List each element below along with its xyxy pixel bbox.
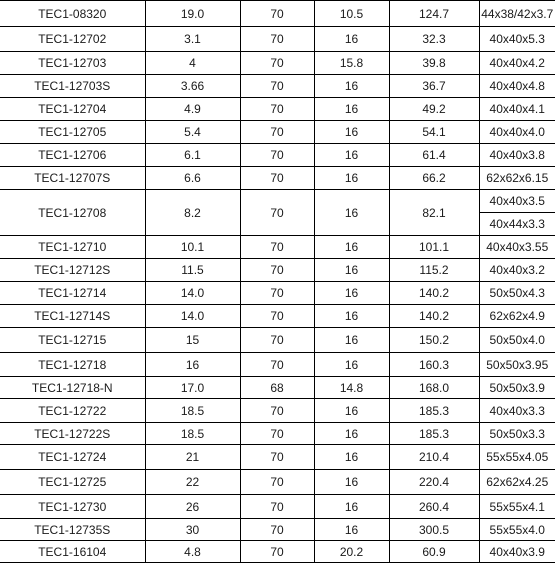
- voltage-cell: 16: [314, 495, 389, 519]
- current-cell: 22: [145, 470, 240, 495]
- temp-diff-cell: 70: [240, 52, 314, 75]
- table-row: [0, 399, 555, 423]
- current-cell: 16: [145, 353, 240, 377]
- current-cell: 4: [145, 52, 240, 75]
- voltage-cell: 16: [314, 236, 389, 259]
- power-cell: 101.1: [389, 236, 479, 259]
- size-cell: 40x40x4.2: [479, 52, 555, 75]
- model-cell: TEC1-12735S: [0, 519, 145, 541]
- size-cell: 62x62x4.9: [479, 305, 555, 328]
- power-cell: 210.4: [389, 445, 479, 470]
- temp-diff-cell: 70: [240, 98, 314, 121]
- model-cell: TEC1-12710: [0, 236, 145, 259]
- size-cell: 40x40x3.8: [479, 144, 555, 167]
- temp-diff-cell: 70: [240, 328, 314, 353]
- size-cell: 50x50x3.3: [479, 423, 555, 445]
- size-cell: 40x40x5.3: [479, 27, 555, 52]
- voltage-cell: 10.5: [314, 1, 389, 27]
- size-cell: 50x50x4.0: [479, 328, 555, 353]
- size-cell: 40x40x3.2: [479, 259, 555, 282]
- model-cell: TEC1-12712S: [0, 259, 145, 282]
- temp-diff-cell: 70: [240, 236, 314, 259]
- power-cell: 140.2: [389, 282, 479, 305]
- voltage-cell: 16: [314, 282, 389, 305]
- model-cell: TEC1-12714S: [0, 305, 145, 328]
- temp-diff-cell: 70: [240, 27, 314, 52]
- current-cell: 14.0: [145, 282, 240, 305]
- table-row: [0, 236, 555, 259]
- voltage-cell: 16: [314, 399, 389, 423]
- voltage-cell: 16: [314, 98, 389, 121]
- temp-diff-cell: 70: [240, 144, 314, 167]
- power-cell: 185.3: [389, 399, 479, 423]
- size-cell: 40x40x4.8: [479, 75, 555, 98]
- voltage-cell: 16: [314, 259, 389, 282]
- voltage-cell: 16: [314, 167, 389, 190]
- power-cell: 61.4: [389, 144, 479, 167]
- voltage-cell: 16: [314, 144, 389, 167]
- power-cell: 54.1: [389, 121, 479, 144]
- size-cell: 50x50x3.95: [479, 353, 555, 377]
- voltage-cell: 16: [314, 423, 389, 445]
- current-cell: 11.5: [145, 259, 240, 282]
- model-cell: TEC1-12718-N: [0, 377, 145, 399]
- model-cell: TEC1-12707S: [0, 167, 145, 190]
- power-cell: 82.1: [389, 190, 479, 236]
- table-row: [0, 495, 555, 519]
- table-row: [0, 52, 555, 75]
- size-cell: 50x50x4.3: [479, 282, 555, 305]
- current-cell: 4.8: [145, 541, 240, 563]
- model-cell: TEC1-12708: [0, 190, 145, 236]
- power-cell: 220.4: [389, 470, 479, 495]
- current-cell: 18.5: [145, 423, 240, 445]
- table-row: [0, 167, 555, 190]
- size-cell: 40x40x3.55: [479, 236, 555, 259]
- size-cell: 40x44x3.3: [479, 213, 555, 236]
- model-cell: TEC1-08320: [0, 1, 145, 27]
- power-cell: 140.2: [389, 305, 479, 328]
- current-cell: 6.6: [145, 167, 240, 190]
- power-cell: 150.2: [389, 328, 479, 353]
- model-cell: TEC1-12722S: [0, 423, 145, 445]
- power-cell: 36.7: [389, 75, 479, 98]
- size-cell: 62x62x4.25: [479, 470, 555, 495]
- table-row: [0, 282, 555, 305]
- table-row: [0, 305, 555, 328]
- voltage-cell: 20.2: [314, 541, 389, 563]
- table-row: [0, 423, 555, 445]
- voltage-cell: 16: [314, 353, 389, 377]
- power-cell: 160.3: [389, 353, 479, 377]
- model-cell: TEC1-12730: [0, 495, 145, 519]
- model-cell: TEC1-12724: [0, 445, 145, 470]
- table-row: [0, 353, 555, 377]
- size-cell: 40x40x3.5: [479, 190, 555, 213]
- temp-diff-cell: 70: [240, 470, 314, 495]
- temp-diff-cell: 70: [240, 121, 314, 144]
- table-row: [0, 377, 555, 399]
- table-row: [0, 519, 555, 541]
- temp-diff-cell: 70: [240, 259, 314, 282]
- voltage-cell: 16: [314, 75, 389, 98]
- model-cell: TEC1-12704: [0, 98, 145, 121]
- table-body: [0, 1, 555, 563]
- voltage-cell: 16: [314, 470, 389, 495]
- current-cell: 4.9: [145, 98, 240, 121]
- temp-diff-cell: 70: [240, 423, 314, 445]
- size-cell: 40x40x3.3: [479, 399, 555, 423]
- power-cell: 260.4: [389, 495, 479, 519]
- table-row: [0, 190, 555, 213]
- voltage-cell: 16: [314, 328, 389, 353]
- current-cell: 8.2: [145, 190, 240, 236]
- power-cell: 60.9: [389, 541, 479, 563]
- current-cell: 30: [145, 519, 240, 541]
- power-cell: 39.8: [389, 52, 479, 75]
- temp-diff-cell: 70: [240, 190, 314, 236]
- table-row: [0, 259, 555, 282]
- voltage-cell: 16: [314, 27, 389, 52]
- temp-diff-cell: 70: [240, 541, 314, 563]
- size-cell: 62x62x6.15: [479, 167, 555, 190]
- current-cell: 5.4: [145, 121, 240, 144]
- temp-diff-cell: 70: [240, 282, 314, 305]
- table-row: [0, 121, 555, 144]
- voltage-cell: 16: [314, 519, 389, 541]
- model-cell: TEC1-12705: [0, 121, 145, 144]
- voltage-cell: 16: [314, 445, 389, 470]
- temp-diff-cell: 70: [240, 353, 314, 377]
- current-cell: 6.1: [145, 144, 240, 167]
- temp-diff-cell: 70: [240, 167, 314, 190]
- size-cell: 40x40x4.1: [479, 98, 555, 121]
- voltage-cell: 16: [314, 190, 389, 236]
- current-cell: 17.0: [145, 377, 240, 399]
- temp-diff-cell: 70: [240, 305, 314, 328]
- temp-diff-cell: 70: [240, 399, 314, 423]
- size-cell: 40x40x3.9: [479, 541, 555, 563]
- voltage-cell: 16: [314, 305, 389, 328]
- current-cell: 3.66: [145, 75, 240, 98]
- table-row: [0, 27, 555, 52]
- power-cell: 300.5: [389, 519, 479, 541]
- model-cell: TEC1-12703S: [0, 75, 145, 98]
- power-cell: 185.3: [389, 423, 479, 445]
- model-cell: TEC1-12703: [0, 52, 145, 75]
- current-cell: 21: [145, 445, 240, 470]
- current-cell: 15: [145, 328, 240, 353]
- size-cell: 55x55x4.0: [479, 519, 555, 541]
- model-cell: TEC1-16104: [0, 541, 145, 563]
- model-cell: TEC1-12714: [0, 282, 145, 305]
- power-cell: 124.7: [389, 1, 479, 27]
- current-cell: 18.5: [145, 399, 240, 423]
- power-cell: 168.0: [389, 377, 479, 399]
- temp-diff-cell: 70: [240, 445, 314, 470]
- current-cell: 10.1: [145, 236, 240, 259]
- table-row: [0, 144, 555, 167]
- temp-diff-cell: 70: [240, 75, 314, 98]
- temp-diff-cell: 70: [240, 519, 314, 541]
- voltage-cell: 14.8: [314, 377, 389, 399]
- temp-diff-cell: 70: [240, 495, 314, 519]
- model-cell: TEC1-12718: [0, 353, 145, 377]
- size-cell: 44x38/42x3.7: [479, 1, 555, 27]
- power-cell: 115.2: [389, 259, 479, 282]
- table-row: [0, 328, 555, 353]
- size-cell: 50x50x3.9: [479, 377, 555, 399]
- temp-diff-cell: 70: [240, 1, 314, 27]
- size-cell: 55x55x4.05: [479, 445, 555, 470]
- power-cell: 32.3: [389, 27, 479, 52]
- table-row: [0, 470, 555, 495]
- model-cell: TEC1-12715: [0, 328, 145, 353]
- current-cell: 19.0: [145, 1, 240, 27]
- voltage-cell: 15.8: [314, 52, 389, 75]
- current-cell: 14.0: [145, 305, 240, 328]
- current-cell: 26: [145, 495, 240, 519]
- power-cell: 66.2: [389, 167, 479, 190]
- table-row: [0, 75, 555, 98]
- table-row: [0, 1, 555, 27]
- table-row: [0, 98, 555, 121]
- model-cell: TEC1-12725: [0, 470, 145, 495]
- table-row: [0, 541, 555, 563]
- table-row: [0, 445, 555, 470]
- size-cell: 55x55x4.1: [479, 495, 555, 519]
- model-cell: TEC1-12702: [0, 27, 145, 52]
- size-cell: 40x40x4.0: [479, 121, 555, 144]
- model-cell: TEC1-12722: [0, 399, 145, 423]
- model-cell: TEC1-12706: [0, 144, 145, 167]
- power-cell: 49.2: [389, 98, 479, 121]
- temp-diff-cell: 68: [240, 377, 314, 399]
- current-cell: 3.1: [145, 27, 240, 52]
- voltage-cell: 16: [314, 121, 389, 144]
